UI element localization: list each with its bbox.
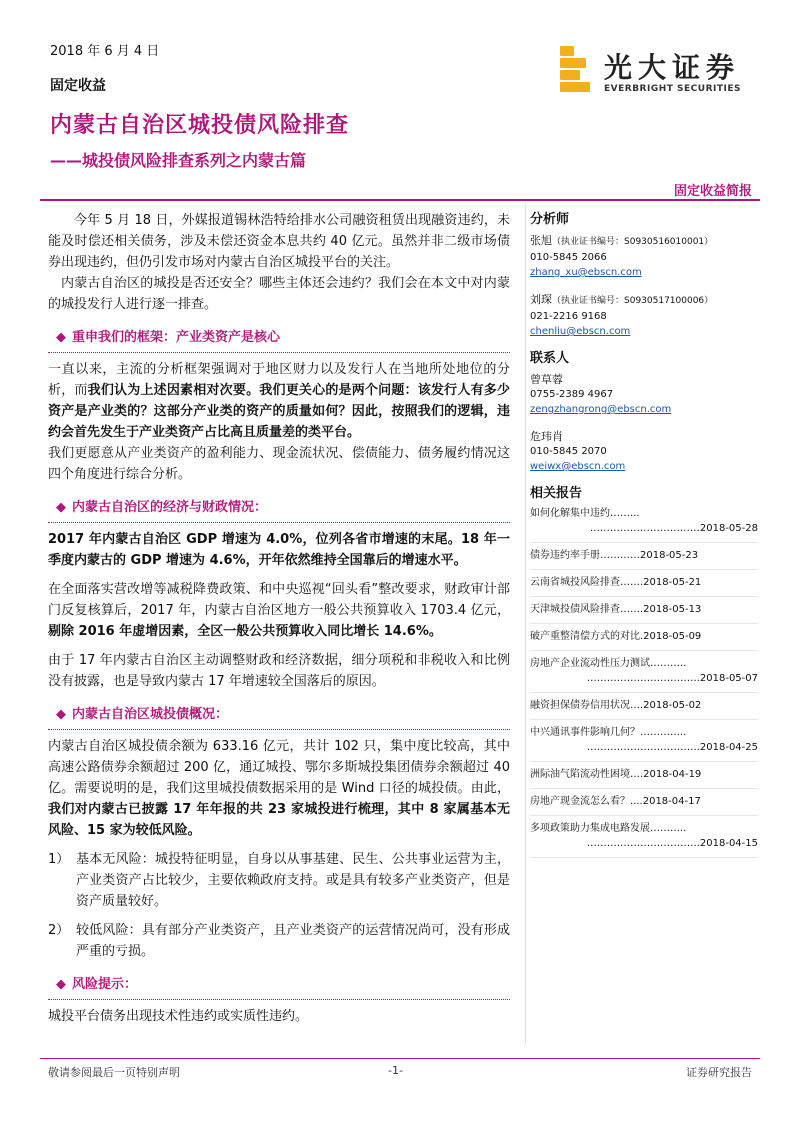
contact-card: 危玮肖 010-5845 2070 weiwx@ebscn.com xyxy=(530,429,758,474)
risk-paragraph: 城投平台债务出现技术性违约或实质性违约。 xyxy=(48,1009,309,1024)
contact-heading: 联系人 xyxy=(530,351,570,366)
related-report-item[interactable]: 房地产企业流动性压力测试……….. …………………………….2018-05-07 xyxy=(530,651,758,693)
intro-paragraph-1: 今年 5 月 18 日，外媒报道锡林浩特给排水公司融资租赁出现融资违约，未能及时偿还相关债务，涉及未偿还资金本息共约 40 亿元。虽然并非二级市场债券出现违约，但仍引发市场对内蒙古自治区城投平台的关注。 xyxy=(48,213,510,270)
economy-paragraph-2: 在全面落实营改增等减税降费政策、和中央巡视“回头看”整改要求，财政审计部门反复核算后，2017 年，内蒙古自治区地方一般公共预算收入 1703.4 亿元，剔除 2016 年虚增因素，全区一般公共预算收入同比增长 14.6%。 xyxy=(48,582,510,639)
page-number: -1- xyxy=(388,1064,403,1077)
related-report-item[interactable]: 如何化解集中违约……... ……………………………2018-05-28 xyxy=(530,501,758,543)
analyst-heading: 分析师 xyxy=(530,212,570,227)
diamond-icon: ◆ xyxy=(56,330,66,345)
header-rule xyxy=(40,199,760,201)
contact-email-link[interactable]: zengzhangrong@ebscn.com xyxy=(530,404,672,415)
framework-paragraph-2: 我们更愿意从产业类资产的盈利能力、现金流状况、偿债能力、债务履约情况这四个角度进行综合分析。 xyxy=(48,446,510,482)
intro-paragraph-2: 内蒙古自治区的城投是否还安全？哪些主体还会违约？我们会在本文中对内蒙的城投发行人进行逐一排查。 xyxy=(48,276,510,312)
footer-rule xyxy=(40,1058,760,1059)
analyst-card: 刘琛（执业证书编号：S0930517100006） 021-2216 9168 chenliu@ebscn.com xyxy=(530,292,758,339)
related-report-item[interactable]: 房地产现金流怎么看？....2018-04-17 xyxy=(530,789,758,816)
diamond-icon: ◆ xyxy=(56,707,66,722)
related-report-item[interactable]: 洲际油气陷流动性困境….2018-04-19 xyxy=(530,762,758,789)
logo-text-cn: 光大证券 xyxy=(604,51,741,84)
related-reports-heading: 相关报告 xyxy=(530,486,583,501)
diamond-icon: ◆ xyxy=(56,500,66,515)
column-divider xyxy=(525,203,526,1043)
list-item: 2） 较低风险：具有部分产业类资产，且产业类资产的运营情况尚可，没有形成严重的亏损。 xyxy=(48,923,510,959)
logo-text-en: EVERBRIGHT SECURITIES xyxy=(604,84,741,94)
contact-email-link[interactable]: weiwx@ebscn.com xyxy=(530,461,626,472)
report-title: 内蒙古自治区城投债风险排查 xyxy=(50,113,350,138)
related-report-item[interactable]: 中兴通讯事件影响几何？………….. …………………………….2018-04-25 xyxy=(530,720,758,762)
section-framework-heading: ◆ 重申我们的框架：产业类资产是核心 xyxy=(48,323,510,353)
logo-mark-icon xyxy=(560,46,592,92)
contact-card: 曾草蓉 0755-2389 4967 zengzhangrong@ebscn.com xyxy=(530,372,758,417)
bonds-paragraph-1: 内蒙古自治区城投债余额为 633.16 亿元，共计 102 只，集中度比较高，其中高速公路债券余额超过 200 亿，通辽城投、鄂尔多斯城投集团债券余额超过 40 亿。需要说明的是，我们这里城投债数据采用的是 Wind 口径的城投债。由此，我们对内蒙古已披露 17 年年报的共 23 家城投进行梳理，其中 8 家属基本无风险、15 家为较低风险。 xyxy=(48,739,510,838)
related-report-item[interactable]: 融资担保债券信用状况….2018-05-02 xyxy=(530,693,758,720)
framework-paragraph-1: 一直以来，主流的分析框架强调对于地区财力以及发行人在当地所处地位的分析，而我们认为上述因素相对次要。我们更关心的是两个问题：该发行人有多少资产是产业类的？这部分产业类的资产的质量如何？因此，按照我们的逻辑，违约会首先发生于产业类资产占比高且质量差的类平台。 xyxy=(48,362,510,440)
related-report-item[interactable]: 破产重整清偿方式的对比.2018-05-09 xyxy=(530,624,758,651)
company-logo xyxy=(560,40,760,100)
footer-disclaimer: 敬请参阅最后一页特别声明 xyxy=(48,1066,180,1079)
related-report-item[interactable]: 债券违约率手册…………2018-05-23 xyxy=(530,543,758,570)
related-report-item[interactable]: 天津城投债风险排查…….2018-05-13 xyxy=(530,597,758,624)
report-type-label: 固定收益简报 xyxy=(673,184,752,199)
related-reports-list xyxy=(530,501,758,858)
list-item: 1） 基本无风险：城投特征明显，自身以从事基建、民生、公共事业运营为主，产业类资产占比较少，主要依赖政府支持。或是具有较多产业类资产，但是资产质量较好。 xyxy=(48,852,510,909)
section-bonds-heading: ◆ 内蒙古自治区城投债概况： xyxy=(48,700,510,730)
economy-paragraph-1: 2017 年内蒙古自治区 GDP 增速为 4.0%，位列各省市增速的末尾。18 年一季度内蒙古的 GDP 增速为 4.6%，开年依然维持全国靠后的增速水平。 xyxy=(48,532,510,568)
section-economy-heading: ◆ 内蒙古自治区的经济与财政情况： xyxy=(48,493,510,523)
analyst-email-link[interactable]: zhang_xu@ebscn.com xyxy=(530,267,642,278)
report-date: 2018 年 6 月 4 日 xyxy=(50,44,160,59)
analyst-email-link[interactable]: chenliu@ebscn.com xyxy=(530,326,631,337)
report-category: 固定收益 xyxy=(50,78,106,94)
sidebar xyxy=(530,212,758,858)
analyst-card: 张旭（执业证书编号：S0930516010001） 010-5845 2066 zhang_xu@ebscn.com xyxy=(530,233,758,280)
economy-paragraph-3: 由于 17 年内蒙古自治区主动调整财政和经济数据，细分项税和非税收入和比例没有披露，也是导致内蒙古 17 年增速较全国落后的原因。 xyxy=(48,653,510,689)
related-report-item[interactable]: 多项政策助力集成电路发展……….. …………………………….2018-04-15 xyxy=(530,816,758,858)
report-subtitle: ——城投债风险排查系列之内蒙古篇 xyxy=(50,151,307,170)
footer-report-label: 证券研究报告 xyxy=(686,1066,752,1079)
section-risk-heading: ◆ 风险提示： xyxy=(48,970,510,1000)
related-report-item[interactable]: 云南省城投风险排查…….2018-05-21 xyxy=(530,570,758,597)
diamond-icon: ◆ xyxy=(56,977,66,992)
main-column xyxy=(48,210,510,1027)
